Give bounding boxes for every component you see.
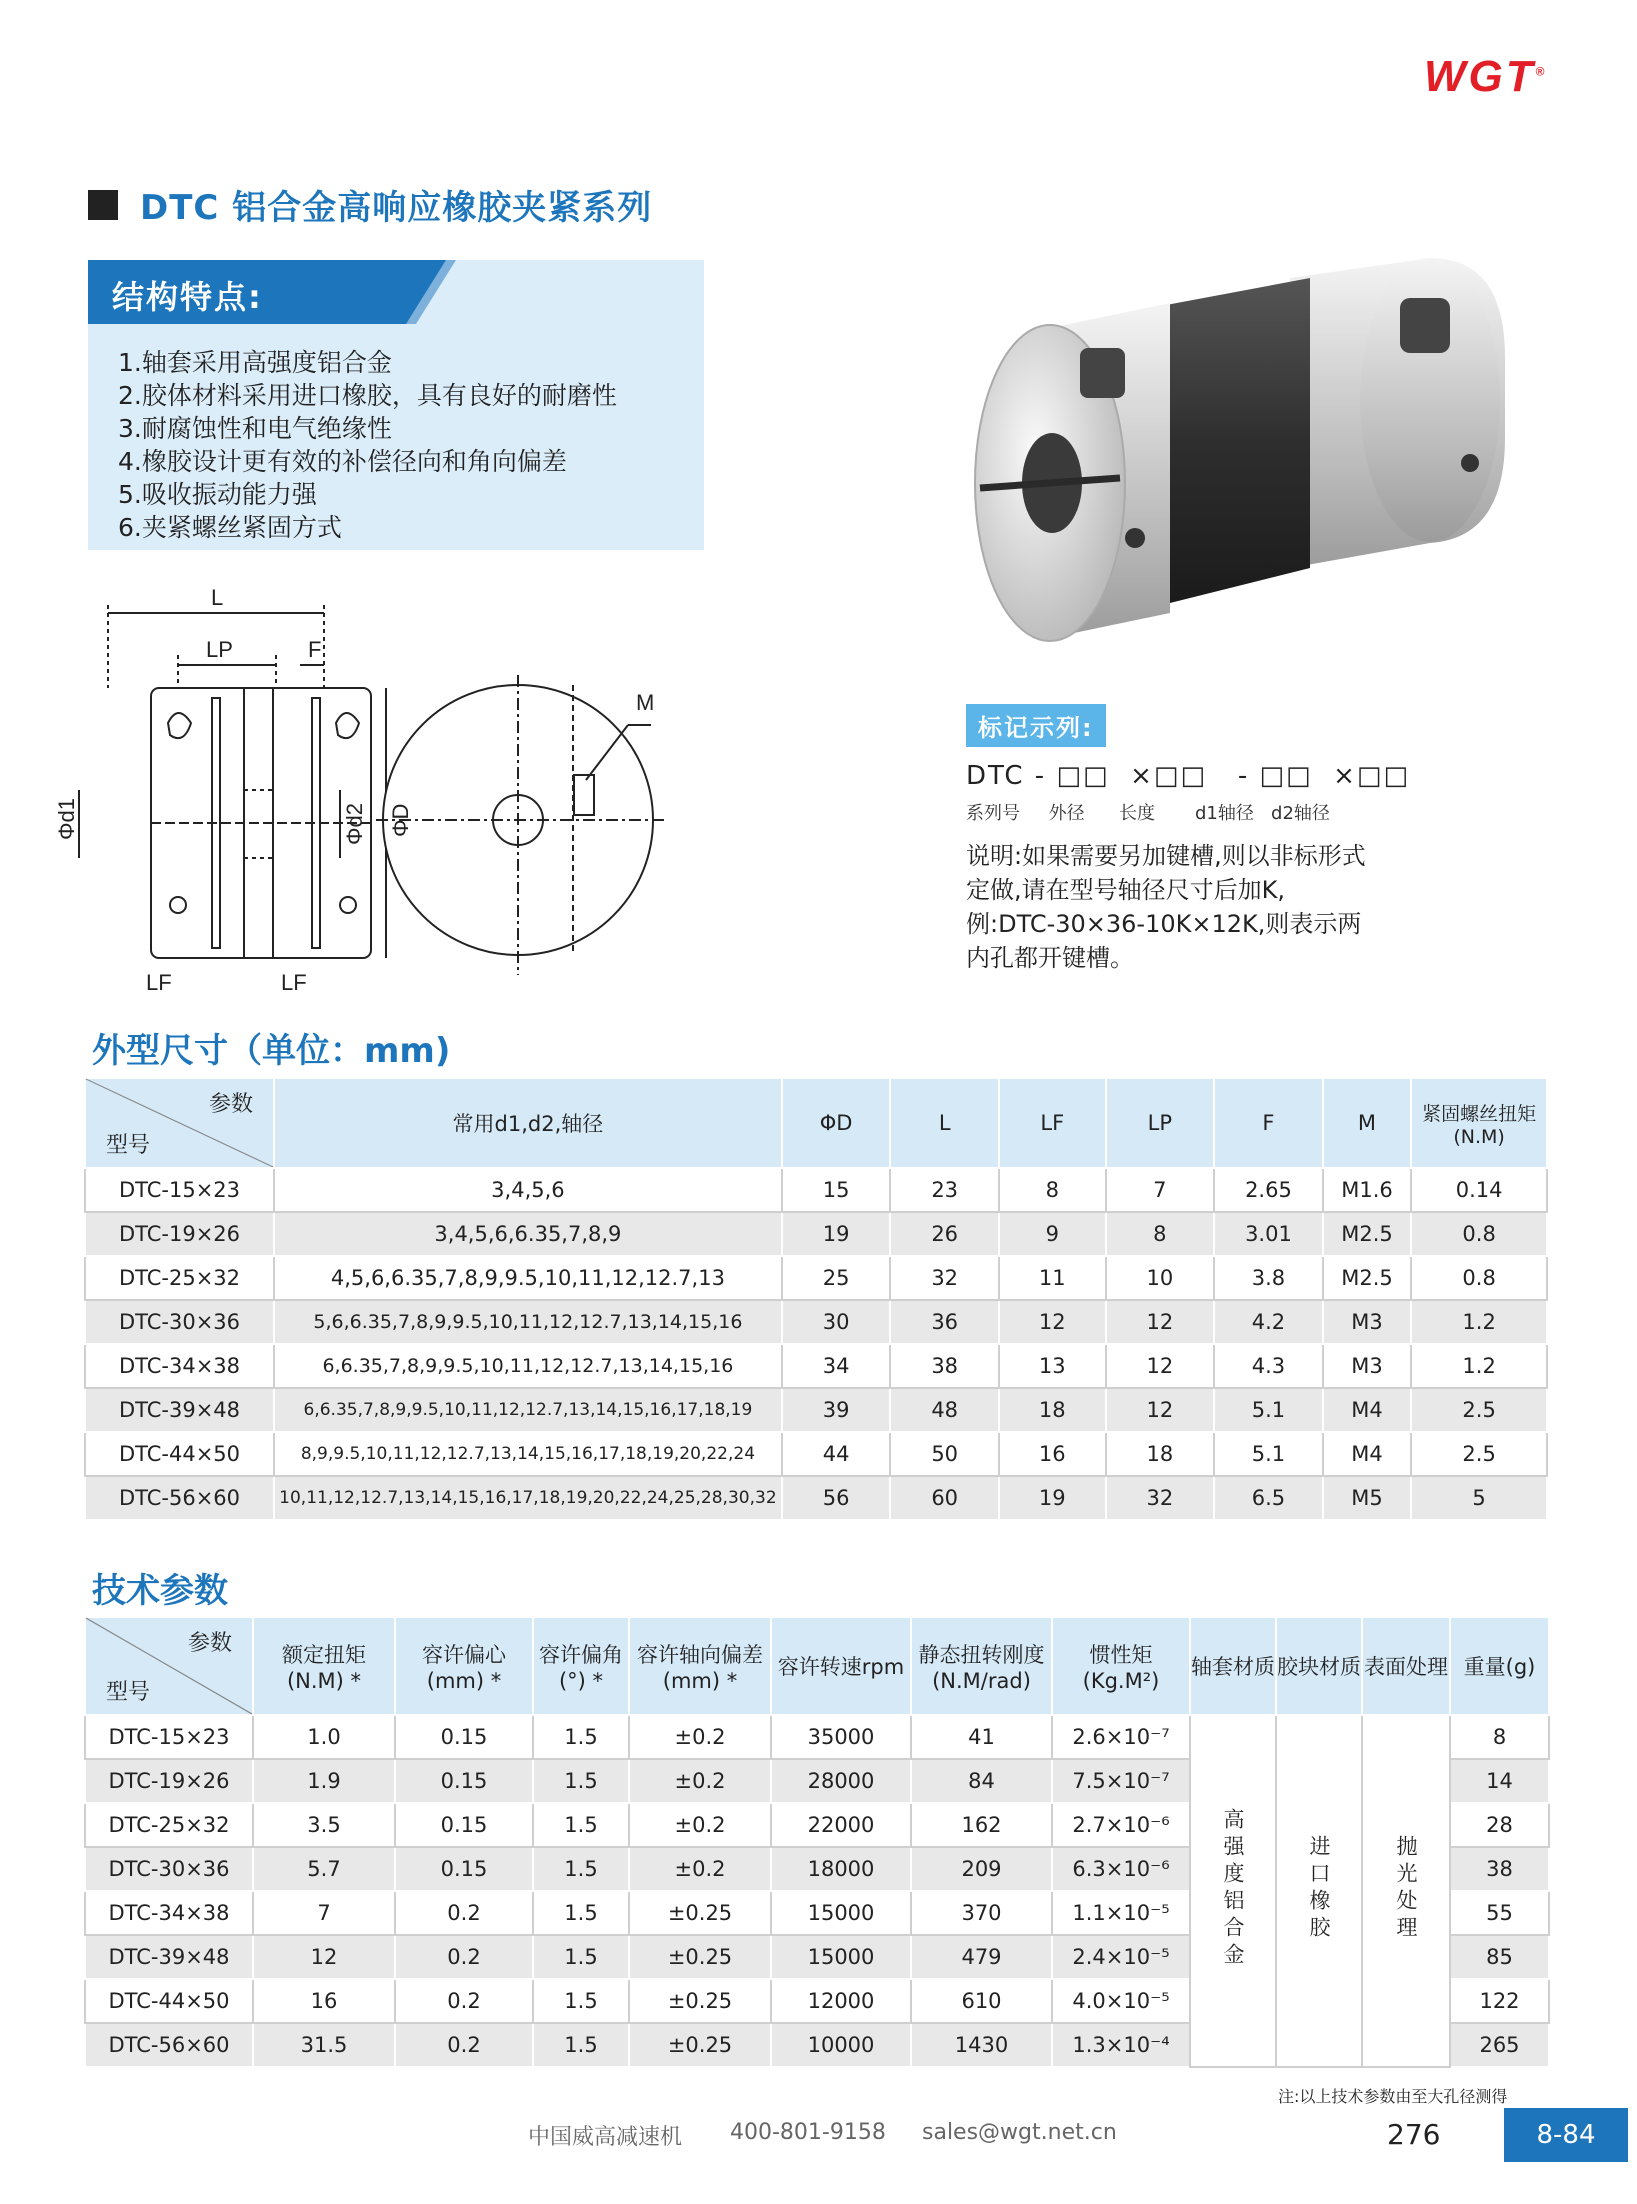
value-cell: M4 <box>1323 1432 1411 1476</box>
value-cell: 3,4,5,6,6.35,7,8,9 <box>274 1212 782 1256</box>
value-cell: 5.1 <box>1214 1388 1323 1432</box>
value-cell: ±0.2 <box>629 1759 771 1803</box>
value-cell: 38 <box>890 1344 999 1388</box>
value-cell: 122 <box>1450 1979 1549 2023</box>
value-cell: 1.3×10⁻⁴ <box>1052 2023 1190 2067</box>
surface-text: 抛光处理 <box>1394 1834 1418 1943</box>
value-cell: 5,6,6.35,7,8,9,9.5,10,11,12,12.7,13,14,15,16 <box>274 1300 782 1344</box>
tech-header-cell: 容许偏角(°) * <box>533 1617 629 1715</box>
value-cell: 26 <box>890 1212 999 1256</box>
value-cell: 10 <box>1106 1256 1215 1300</box>
value-cell: 0.2 <box>395 1935 533 1979</box>
table-row <box>85 1256 1547 1300</box>
table-row <box>85 1388 1547 1432</box>
value-cell: 3.01 <box>1214 1212 1323 1256</box>
value-cell: 12 <box>1106 1344 1215 1388</box>
page-title: DTC 铝合金高响应橡胶夹紧系列 <box>140 188 653 228</box>
model-cell: DTC-34×38 <box>85 1891 253 1935</box>
value-cell: 209 <box>911 1847 1052 1891</box>
value-cell: 6.5 <box>1214 1476 1323 1520</box>
value-cell: 60 <box>890 1476 999 1520</box>
tech-header-cell: 静态扭转刚度(N.M/rad) <box>911 1617 1052 1715</box>
dims-section-title: 外型尺寸（单位：mm) <box>92 1031 451 1071</box>
value-cell: 10000 <box>771 2023 911 2067</box>
dim-label-LF-right: LF <box>281 970 307 995</box>
dim-label-d1: Φd1 <box>54 797 79 840</box>
value-cell: 18 <box>999 1388 1106 1432</box>
marking-note <box>966 839 1426 975</box>
value-cell: 7 <box>253 1891 395 1935</box>
value-cell: 8 <box>999 1168 1106 1212</box>
value-cell: 1.5 <box>533 2023 629 2067</box>
brand-logo <box>1424 52 1547 102</box>
coupling-product-photo <box>960 238 1555 688</box>
value-cell: 0.8 <box>1411 1212 1547 1256</box>
value-cell: 2.65 <box>1214 1168 1323 1212</box>
table-row <box>85 1168 1547 1212</box>
value-cell: 23 <box>890 1168 999 1212</box>
feature-item: 4.橡胶设计更有效的补偿径向和角向偏差 <box>118 447 567 476</box>
features-panel <box>88 260 704 550</box>
footnote: 注:以上技术参数由至大孔径测得 <box>1278 2087 1508 2106</box>
value-cell: 39 <box>782 1388 891 1432</box>
merged-hub-material-cell <box>1190 1715 1276 2067</box>
value-cell: 0.8 <box>1411 1256 1547 1300</box>
marking-note-line: 说明:如果需要另加键槽,则以非标形式 <box>966 842 1366 870</box>
value-cell: 0.2 <box>395 2023 533 2067</box>
tech-header-cell: 容许转速rpm <box>771 1617 911 1715</box>
model-cell: DTC-56×60 <box>85 1476 274 1520</box>
value-cell: 0.15 <box>395 1715 533 1759</box>
value-cell: 18 <box>1106 1432 1215 1476</box>
technical-drawing <box>54 575 926 995</box>
value-cell: 12 <box>253 1935 395 1979</box>
table-row <box>85 1715 1549 1759</box>
footer-phone: 400-801-9158 <box>730 2120 886 2145</box>
model-cell: DTC-30×36 <box>85 1847 253 1891</box>
tech-header-cell: 轴套材质 <box>1190 1617 1276 1715</box>
title-square-icon <box>88 190 118 220</box>
value-cell: 2.4×10⁻⁵ <box>1052 1935 1190 1979</box>
hub-material-text: 高强度铝合金 <box>1221 1807 1245 1970</box>
value-cell: 0.15 <box>395 1803 533 1847</box>
value-cell: 19 <box>782 1212 891 1256</box>
value-cell: 1.5 <box>533 1847 629 1891</box>
dims-diag-header <box>85 1078 274 1168</box>
value-cell: 13 <box>999 1344 1106 1388</box>
value-cell: 15000 <box>771 1935 911 1979</box>
value-cell: 50 <box>890 1432 999 1476</box>
value-cell: 32 <box>1106 1476 1215 1520</box>
tech-header-cell: 额定扭矩(N.M) * <box>253 1617 395 1715</box>
value-cell: 4,5,6,6.35,7,8,9,9.5,10,11,12,12.7,13 <box>274 1256 782 1300</box>
value-cell: 22000 <box>771 1803 911 1847</box>
value-cell: 12 <box>1106 1300 1215 1344</box>
value-cell: M1.6 <box>1323 1168 1411 1212</box>
value-cell: 370 <box>911 1891 1052 1935</box>
model-cell: DTC-15×23 <box>85 1715 253 1759</box>
value-cell: 2.5 <box>1411 1432 1547 1476</box>
value-cell: ±0.25 <box>629 1979 771 2023</box>
value-cell: 44 <box>782 1432 891 1476</box>
tech-diag-header <box>85 1617 253 1715</box>
marking-labels: 系列号 外径 长度 d1轴径 d2轴径 <box>966 803 1330 824</box>
page-footer <box>0 2104 1637 2204</box>
value-cell: 16 <box>253 1979 395 2023</box>
table-row <box>85 1300 1547 1344</box>
value-cell: 8 <box>1450 1715 1549 1759</box>
model-cell: DTC-30×36 <box>85 1300 274 1344</box>
page-number: 276 <box>1387 2118 1441 2151</box>
value-cell: 1430 <box>911 2023 1052 2067</box>
marking-code: DTC - □□ ×□□ - □□ ×□□ <box>966 761 1411 791</box>
tech-header-cell: 惯性矩(Kg.M²) <box>1052 1617 1190 1715</box>
footer-email[interactable]: sales@wgt.net.cn <box>922 2120 1117 2145</box>
marking-note-line: 例:DTC-30×36-10K×12K,则表示两 <box>966 910 1362 938</box>
value-cell: 5.1 <box>1214 1432 1323 1476</box>
value-cell: 162 <box>911 1803 1052 1847</box>
value-cell: 6,6.35,7,8,9,9.5,10,11,12,12.7,13,14,15,16 <box>274 1344 782 1388</box>
value-cell: 6.3×10⁻⁶ <box>1052 1847 1190 1891</box>
value-cell: 610 <box>911 1979 1052 2023</box>
value-cell: 6,6.35,7,8,9,9.5,10,11,12,12.7,13,14,15,16,17,18,19 <box>274 1388 782 1432</box>
value-cell: 2.5 <box>1411 1388 1547 1432</box>
value-cell: 3.5 <box>253 1803 395 1847</box>
dims-header-cell: LF <box>999 1078 1106 1168</box>
feature-item: 5.吸收振动能力强 <box>118 480 317 509</box>
value-cell: 28 <box>1450 1803 1549 1847</box>
feature-item: 6.夹紧螺丝紧固方式 <box>118 513 342 542</box>
value-cell: 479 <box>911 1935 1052 1979</box>
value-cell: 4.3 <box>1214 1344 1323 1388</box>
value-cell: 36 <box>890 1300 999 1344</box>
value-cell: 34 <box>782 1344 891 1388</box>
merged-element-material-cell <box>1276 1715 1362 2067</box>
features-list <box>118 346 617 544</box>
table-row <box>85 1212 1547 1256</box>
model-cell: DTC-25×32 <box>85 1803 253 1847</box>
value-cell: 1.5 <box>533 1715 629 1759</box>
value-cell: 1.5 <box>533 1803 629 1847</box>
technical-params-table <box>84 1616 1550 2068</box>
tech-header-cell: 容许偏心(mm) * <box>395 1617 533 1715</box>
dims-header-cell: F <box>1214 1078 1323 1168</box>
dim-label-LF-left: LF <box>146 970 172 995</box>
value-cell: 32 <box>890 1256 999 1300</box>
value-cell: 1.2 <box>1411 1300 1547 1344</box>
value-cell: 12 <box>1106 1388 1215 1432</box>
tech-diag-bottom: 型号 <box>106 1680 151 1705</box>
tech-header-cell: 重量(g) <box>1450 1617 1549 1715</box>
value-cell: 30 <box>782 1300 891 1344</box>
model-cell: DTC-34×38 <box>85 1344 274 1388</box>
value-cell: M2.5 <box>1323 1256 1411 1300</box>
value-cell: M5 <box>1323 1476 1411 1520</box>
value-cell: 0.15 <box>395 1759 533 1803</box>
logo-text: WGT <box>1424 52 1536 101</box>
model-cell: DTC-19×26 <box>85 1759 253 1803</box>
merged-surface-cell <box>1362 1715 1450 2067</box>
value-cell: 41 <box>911 1715 1052 1759</box>
value-cell: 10,11,12,12.7,13,14,15,16,17,18,19,20,22,24,25,28,30,32 <box>274 1476 782 1520</box>
value-cell: 84 <box>911 1759 1052 1803</box>
value-cell: 15 <box>782 1168 891 1212</box>
value-cell: 56 <box>782 1476 891 1520</box>
value-cell: ±0.25 <box>629 1891 771 1935</box>
table-row <box>85 1344 1547 1388</box>
value-cell: 35000 <box>771 1715 911 1759</box>
value-cell: ±0.2 <box>629 1803 771 1847</box>
model-cell: DTC-19×26 <box>85 1212 274 1256</box>
value-cell: 4.2 <box>1214 1300 1323 1344</box>
marking-note-line: 定做,请在型号轴径尺寸后加K, <box>966 876 1285 904</box>
dim-label-L: L <box>211 585 224 610</box>
dim-label-D: ΦD <box>388 803 413 837</box>
value-cell: 12 <box>999 1300 1106 1344</box>
value-cell: 1.5 <box>533 1759 629 1803</box>
value-cell: 1.5 <box>533 1935 629 1979</box>
value-cell: 1.5 <box>533 1891 629 1935</box>
value-cell: 1.5 <box>533 1979 629 2023</box>
dim-label-LP: LP <box>206 637 233 662</box>
dims-header-cell: LP <box>1106 1078 1215 1168</box>
value-cell: 25 <box>782 1256 891 1300</box>
value-cell: 2.7×10⁻⁶ <box>1052 1803 1190 1847</box>
feature-item: 3.耐腐蚀性和电气绝缘性 <box>118 414 392 443</box>
value-cell: 0.2 <box>395 1979 533 2023</box>
value-cell: 55 <box>1450 1891 1549 1935</box>
value-cell: 38 <box>1450 1847 1549 1891</box>
model-cell: DTC-44×50 <box>85 1432 274 1476</box>
value-cell: 31.5 <box>253 2023 395 2067</box>
feature-item: 2.胶体材料采用进口橡胶，具有良好的耐磨性 <box>118 381 617 410</box>
value-cell: 85 <box>1450 1935 1549 1979</box>
value-cell: 7.5×10⁻⁷ <box>1052 1759 1190 1803</box>
model-cell: DTC-25×32 <box>85 1256 274 1300</box>
value-cell: 1.0 <box>253 1715 395 1759</box>
tech-header-cell: 容许轴向偏差(mm) * <box>629 1617 771 1715</box>
dims-header-cell: 常用d1,d2,轴径 <box>274 1078 782 1168</box>
dims-header-cell: L <box>890 1078 999 1168</box>
dims-header-cell: M <box>1323 1078 1411 1168</box>
page-title-row <box>88 180 652 229</box>
value-cell: ±0.25 <box>629 1935 771 1979</box>
page-code-badge: 8-84 <box>1504 2108 1628 2162</box>
tech-header-cell: 表面处理 <box>1362 1617 1450 1715</box>
dim-label-F: F <box>308 637 322 662</box>
tech-section-title: 技术参数 <box>92 1571 228 1611</box>
model-cell: DTC-39×48 <box>85 1935 253 1979</box>
table-row <box>85 1432 1547 1476</box>
dims-diag-bottom: 型号 <box>106 1133 151 1158</box>
dimensions-table <box>84 1077 1548 1521</box>
dim-label-d2: Φd2 <box>342 802 367 845</box>
value-cell: 3,4,5,6 <box>274 1168 782 1212</box>
logo-registered: ® <box>1535 64 1548 79</box>
marking-banner: 标记示列: <box>966 704 1106 747</box>
value-cell: 1.9 <box>253 1759 395 1803</box>
value-cell: 1.1×10⁻⁵ <box>1052 1891 1190 1935</box>
dim-label-M: M <box>636 690 655 715</box>
value-cell: 28000 <box>771 1759 911 1803</box>
value-cell: 18000 <box>771 1847 911 1891</box>
value-cell: 0.2 <box>395 1891 533 1935</box>
model-cell: DTC-44×50 <box>85 1979 253 2023</box>
marking-example <box>966 704 1426 975</box>
model-cell: DTC-39×48 <box>85 1388 274 1432</box>
table-row <box>85 1476 1547 1520</box>
value-cell: 15000 <box>771 1891 911 1935</box>
value-cell: 7 <box>1106 1168 1215 1212</box>
value-cell: 5 <box>1411 1476 1547 1520</box>
dims-header-cell: ΦD <box>782 1078 891 1168</box>
value-cell: 9 <box>999 1212 1106 1256</box>
footer-company: 中国威高减速机 <box>528 2125 683 2150</box>
value-cell: 4.0×10⁻⁵ <box>1052 1979 1190 2023</box>
value-cell: 265 <box>1450 2023 1549 2067</box>
model-cell: DTC-15×23 <box>85 1168 274 1212</box>
value-cell: ±0.25 <box>629 2023 771 2067</box>
value-cell: ±0.2 <box>629 1715 771 1759</box>
value-cell: 8 <box>1106 1212 1215 1256</box>
value-cell: ±0.2 <box>629 1847 771 1891</box>
value-cell: 16 <box>999 1432 1106 1476</box>
model-cell: DTC-56×60 <box>85 2023 253 2067</box>
value-cell: 48 <box>890 1388 999 1432</box>
value-cell: 19 <box>999 1476 1106 1520</box>
dims-header-cell: 紧固螺丝扭矩(N.M) <box>1411 1078 1547 1168</box>
value-cell: M3 <box>1323 1300 1411 1344</box>
value-cell: M2.5 <box>1323 1212 1411 1256</box>
value-cell: 1.2 <box>1411 1344 1547 1388</box>
value-cell: 5.7 <box>253 1847 395 1891</box>
element-material-text: 进口橡胶 <box>1307 1834 1331 1943</box>
value-cell: 0.14 <box>1411 1168 1547 1212</box>
value-cell: M4 <box>1323 1388 1411 1432</box>
value-cell: 12000 <box>771 1979 911 2023</box>
value-cell: M3 <box>1323 1344 1411 1388</box>
features-heading: 结构特点: <box>112 278 263 316</box>
feature-item: 1.轴套采用高强度铝合金 <box>118 348 392 377</box>
value-cell: 8,9,9.5,10,11,12,12.7,13,14,15,16,17,18,19,20,22,24 <box>274 1432 782 1476</box>
value-cell: 11 <box>999 1256 1106 1300</box>
value-cell: 14 <box>1450 1759 1549 1803</box>
value-cell: 0.15 <box>395 1847 533 1891</box>
marking-note-line: 内孔都开键槽。 <box>966 944 1134 972</box>
value-cell: 2.6×10⁻⁷ <box>1052 1715 1190 1759</box>
tech-diag-top: 参数 <box>187 1631 232 1656</box>
value-cell: 3.8 <box>1214 1256 1323 1300</box>
dims-diag-top: 参数 <box>209 1092 254 1117</box>
tech-header-cell: 胶块材质 <box>1276 1617 1362 1715</box>
